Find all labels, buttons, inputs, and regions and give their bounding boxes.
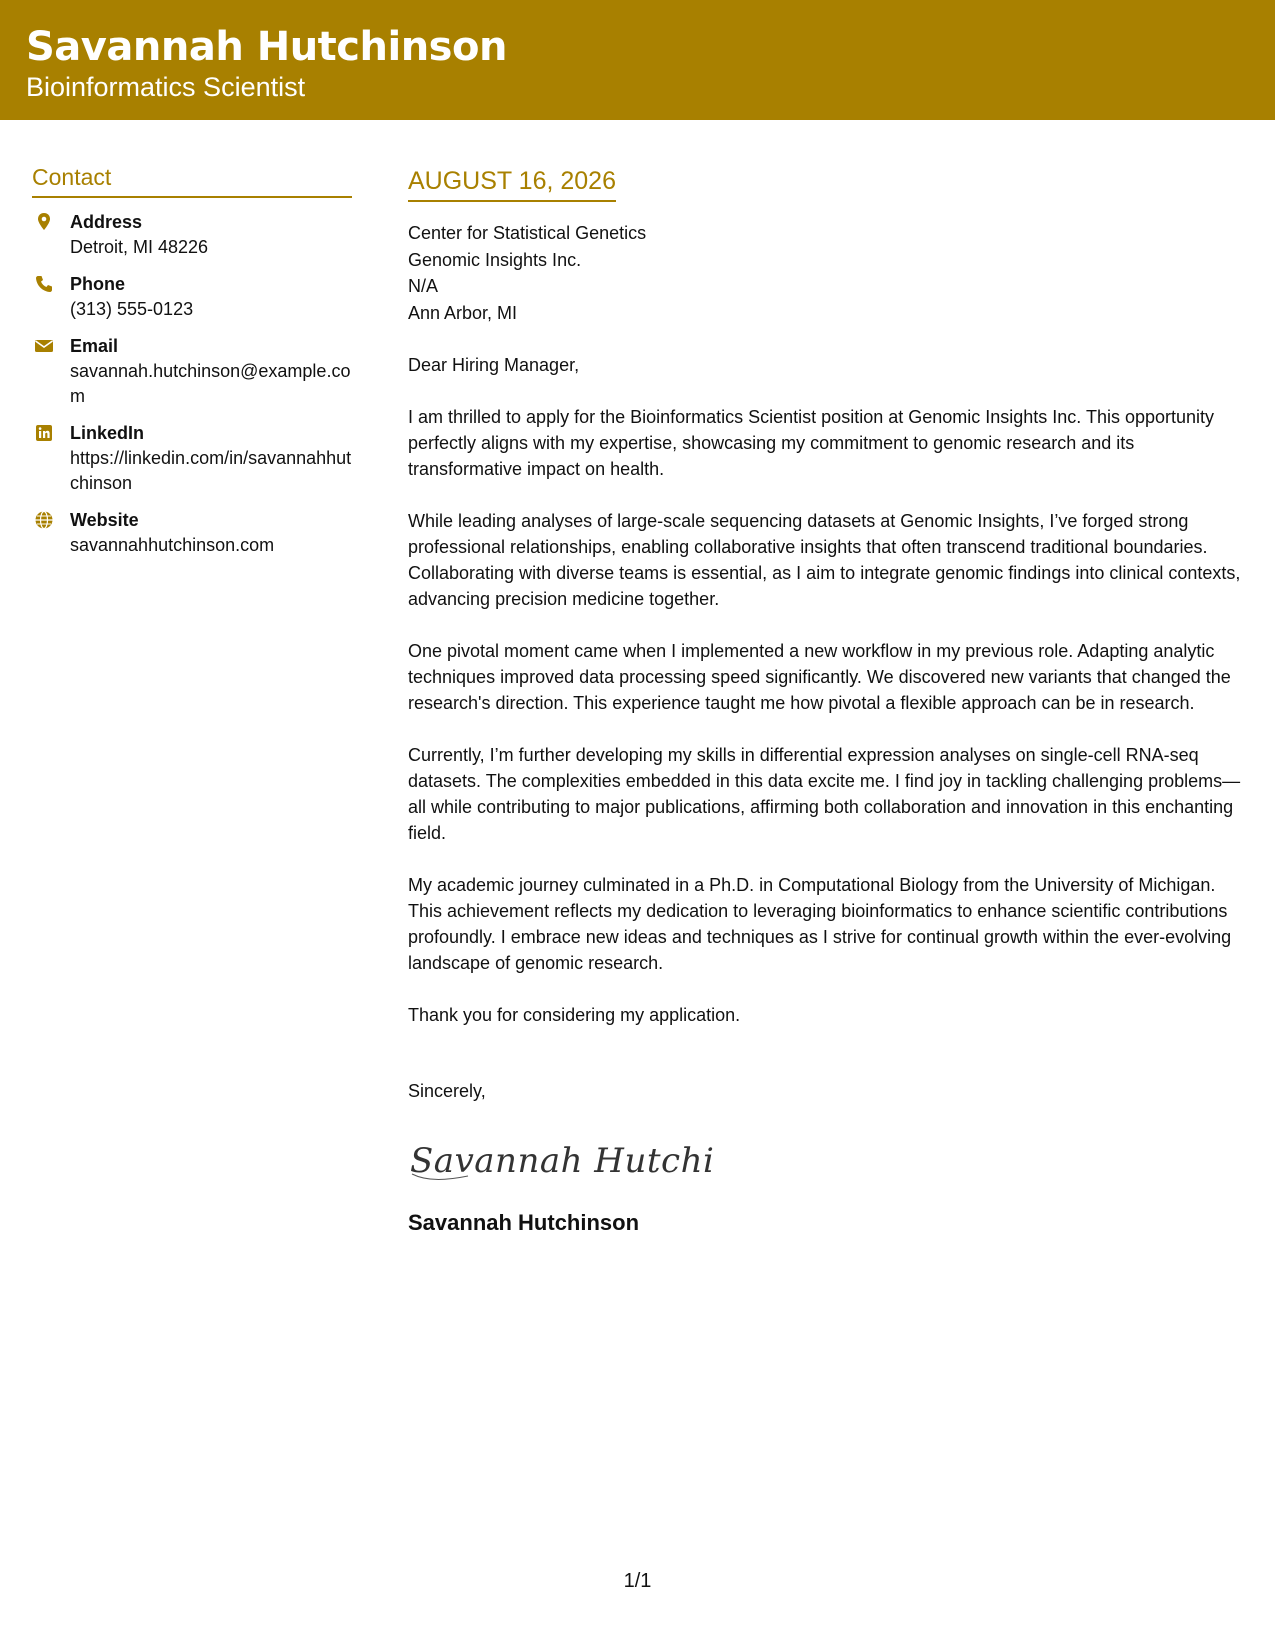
recipient-line: Center for Statistical Genetics [408,223,647,243]
phone-icon [34,274,54,294]
linkedin-icon [34,423,54,443]
letter-body [408,164,1253,1238]
page-number: 1/1 [623,1570,652,1592]
svg-text:Savannah Hutchi: Savannah Hutchi [410,1141,715,1181]
phone-label: Phone [70,274,126,294]
linkedin-value[interactable]: https://linkedin.com/in/savannahhutchinson [70,448,352,493]
envelope-icon [34,336,54,356]
letter-paragraph: Currently, I’m further developing my skills in differential expression analyses on single-cell RNA-seq datasets. The complexities embedded in this data excite me. I find joy in tackling challenging problems—all while contributing to major publications, affirming both collaboration and innovation in this enchanting field. [408,745,1241,843]
phone-value: (313) 555-0123 [70,299,194,319]
recipient-line: N/A [408,276,439,296]
globe-icon [34,510,54,530]
letter-paragraph: While leading analyses of large-scale sequencing datasets at Genomic Insights, I’ve forged strong professional relationships, enabling collaborative insights that often transcend traditional boundaries. Collaborating with diverse teams is essential, as I aim to integrate genomic findings into clinical contexts, advancing precision medicine together. [408,511,1241,609]
closing-line: Thank you for considering my application. [408,1005,741,1025]
header-banner [0,0,1275,120]
email-value[interactable]: savannah.hutchinson@example.com [70,361,351,406]
website-label: Website [70,510,139,530]
map-pin-icon [34,212,54,232]
handwritten-signature [408,1130,715,1190]
contact-address [32,210,352,260]
contact-email [32,334,352,409]
letter-paragraph: My academic journey culminated in a Ph.D. in Computational Biology from the University of Michigan. This achievement reflects my dedication to leveraging bioinformatics to enhance scientific contributions profoundly. I embrace new ideas and techniques as I strive for continual growth within the ever-evolving landscape of genomic research. [408,875,1232,973]
letter-date: AUGUST 16, 2026 [408,164,616,202]
letter-paragraph: One pivotal moment came when I implemented a new workflow in my previous role. Adapting analytic techniques improved data processing speed significantly. We discovered new variants that changed the research's direction. This experience taught me how pivotal a flexible approach can be in research. [408,641,1231,713]
applicant-name: Savannah Hutchinson [26,24,507,70]
signer-name: Savannah Hutchinson [408,1210,640,1235]
recipient-line: Ann Arbor, MI [408,302,518,323]
address-label: Address [70,212,143,232]
letter-paragraph: I am thrilled to apply for the Bioinformatics Scientist position at Genomic Insights Inc. This opportunity perfectly aligns with my expertise, showcasing my commitment to genomic research and its transformative impact on health. [408,407,1215,479]
website-value[interactable]: savannahhutchinson.com [70,535,275,555]
signoff: Sincerely, [408,1081,486,1101]
contact-website [32,508,352,558]
contact-heading: Contact [32,160,352,198]
salutation: Dear Hiring Manager, [408,355,580,375]
contact-sidebar [32,160,352,570]
email-label: Email [70,336,119,356]
applicant-title: Bioinformatics Scientist [26,72,306,102]
contact-linkedin [32,421,352,496]
contact-phone [32,272,352,322]
recipient-address [408,220,1253,326]
recipient-line: Genomic Insights Inc. [408,249,582,270]
address-value: Detroit, MI 48226 [70,237,209,257]
linkedin-label: LinkedIn [70,423,145,443]
